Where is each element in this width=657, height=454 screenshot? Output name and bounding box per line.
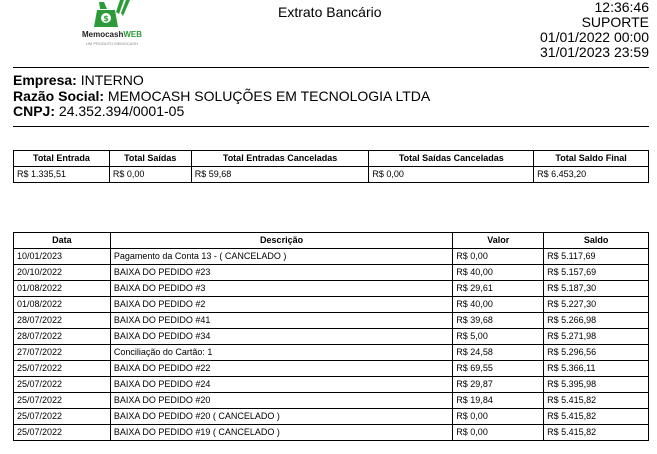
cell-descricao: Pagamento da Conta 13 - ( CANCELADO ) [110,249,452,265]
total-saidas-canceladas: R$ 0,00 [369,167,534,183]
table-row [14,393,649,409]
cell-saldo: R$ 5.266,98 [544,313,649,329]
table-row [14,377,649,393]
cell-descricao: BAIXA DO PEDIDO #22 [110,361,452,377]
cell-valor: R$ 40,00 [453,297,544,313]
cell-descricao: BAIXA DO PEDIDO #34 [110,329,452,345]
cell-saldo: R$ 5.415,82 [544,393,649,409]
cell-data: 25/07/2022 [14,361,111,377]
company-divider [13,126,649,127]
cell-valor: R$ 0,00 [453,409,544,425]
cell-saldo: R$ 5.415,82 [544,425,649,441]
transactions-table [13,232,649,441]
total-saidas: R$ 0,00 [109,167,191,183]
column-header-data: Data [14,233,111,249]
cell-descricao: BAIXA DO PEDIDO #19 ( CANCELADO ) [110,425,452,441]
table-row [14,297,649,313]
report-time: 12:36:46 [594,0,649,15]
cell-valor: R$ 5,00 [453,329,544,345]
svg-text:$: $ [103,14,109,23]
summary-header: Total Entrada [14,151,110,167]
logo-tagline: UM PRODUTO MEMOCASH [86,41,138,46]
table-row [14,361,649,377]
cell-data: 20/10/2022 [14,265,111,281]
report-user: SUPORTE [581,14,649,30]
cell-data: 25/07/2022 [14,393,111,409]
cell-valor: R$ 24,58 [453,345,544,361]
summary-header-row [14,151,649,167]
cell-saldo: R$ 5.395,98 [544,377,649,393]
cell-data: 10/01/2023 [14,249,111,265]
cell-data: 25/07/2022 [14,377,111,393]
header-divider [13,67,649,68]
cell-data: 01/08/2022 [14,281,111,297]
cell-descricao: Conciliação do Cartão: 1 [110,345,452,361]
table-row [14,425,649,441]
summary-header: Total Saldo Final [534,151,649,167]
cell-data: 28/07/2022 [14,313,111,329]
cell-saldo: R$ 5.227,30 [544,297,649,313]
table-row [14,281,649,297]
cell-saldo: R$ 5.157,69 [544,265,649,281]
cell-valor: R$ 39,68 [453,313,544,329]
transactions-header-row [14,233,649,249]
cell-valor: R$ 40,00 [453,265,544,281]
cell-descricao: BAIXA DO PEDIDO #24 [110,377,452,393]
period-start: 01/01/2022 00:00 [540,29,649,45]
cell-descricao: BAIXA DO PEDIDO #41 [110,313,452,329]
column-header-descricao: Descrição [110,233,452,249]
cell-descricao: BAIXA DO PEDIDO #20 [110,393,452,409]
transactions-body [14,249,649,441]
logo-wordmark: MemocashWEB [81,30,143,39]
cell-data: 28/07/2022 [14,329,111,345]
cell-data: 27/07/2022 [14,345,111,361]
cell-saldo: R$ 5.187,30 [544,281,649,297]
total-entradas-canceladas: R$ 59,68 [191,167,369,183]
cell-data: 01/08/2022 [14,297,111,313]
cell-saldo: R$ 5.271,98 [544,329,649,345]
cell-valor: R$ 0,00 [453,249,544,265]
summary-header: Total Entradas Canceladas [191,151,369,167]
table-row [14,313,649,329]
cell-saldo: R$ 5.366,11 [544,361,649,377]
table-row [14,329,649,345]
cell-saldo: R$ 5.117,69 [544,249,649,265]
report-meta [540,0,649,60]
cell-valor: R$ 69,55 [453,361,544,377]
cnpj-line: CNPJ: 24.352.394/0001-05 [13,103,185,119]
cash-bag-icon [90,0,134,30]
cell-data: 25/07/2022 [14,409,111,425]
razao-social-line: Razão Social: MEMOCASH SOLUÇÕES EM TECNOLOGIA LTDA [13,87,431,104]
table-row [14,249,649,265]
cell-valor: R$ 19,84 [453,393,544,409]
table-row [14,345,649,361]
total-entrada: R$ 1.335,51 [14,167,110,183]
cell-descricao: BAIXA DO PEDIDO #3 [110,281,452,297]
cell-descricao: BAIXA DO PEDIDO #2 [110,297,452,313]
memocash-logo [76,0,148,48]
company-info [13,73,430,120]
empresa-line: Empresa: INTERNO [13,72,144,88]
cell-valor: R$ 0,00 [453,425,544,441]
summary-values-row [14,167,649,183]
table-row [14,265,649,281]
column-header-saldo: Saldo [544,233,649,249]
period-end: 31/01/2023 23:59 [540,44,649,60]
cell-descricao: BAIXA DO PEDIDO #20 ( CANCELADO ) [110,409,452,425]
cell-saldo: R$ 5.296,56 [544,345,649,361]
table-row [14,409,649,425]
cell-saldo: R$ 5.415,82 [544,409,649,425]
cell-descricao: BAIXA DO PEDIDO #23 [110,265,452,281]
cell-data: 25/07/2022 [14,425,111,441]
cell-valor: R$ 29,61 [453,281,544,297]
column-header-valor: Valor [453,233,544,249]
total-saldo-final: R$ 6.453,20 [534,167,649,183]
summary-table [13,150,649,183]
document-title: Extrato Bancário [278,4,382,20]
cell-valor: R$ 29,87 [453,377,544,393]
summary-header: Total Saídas Canceladas [369,151,534,167]
summary-header: Total Saídas [109,151,191,167]
